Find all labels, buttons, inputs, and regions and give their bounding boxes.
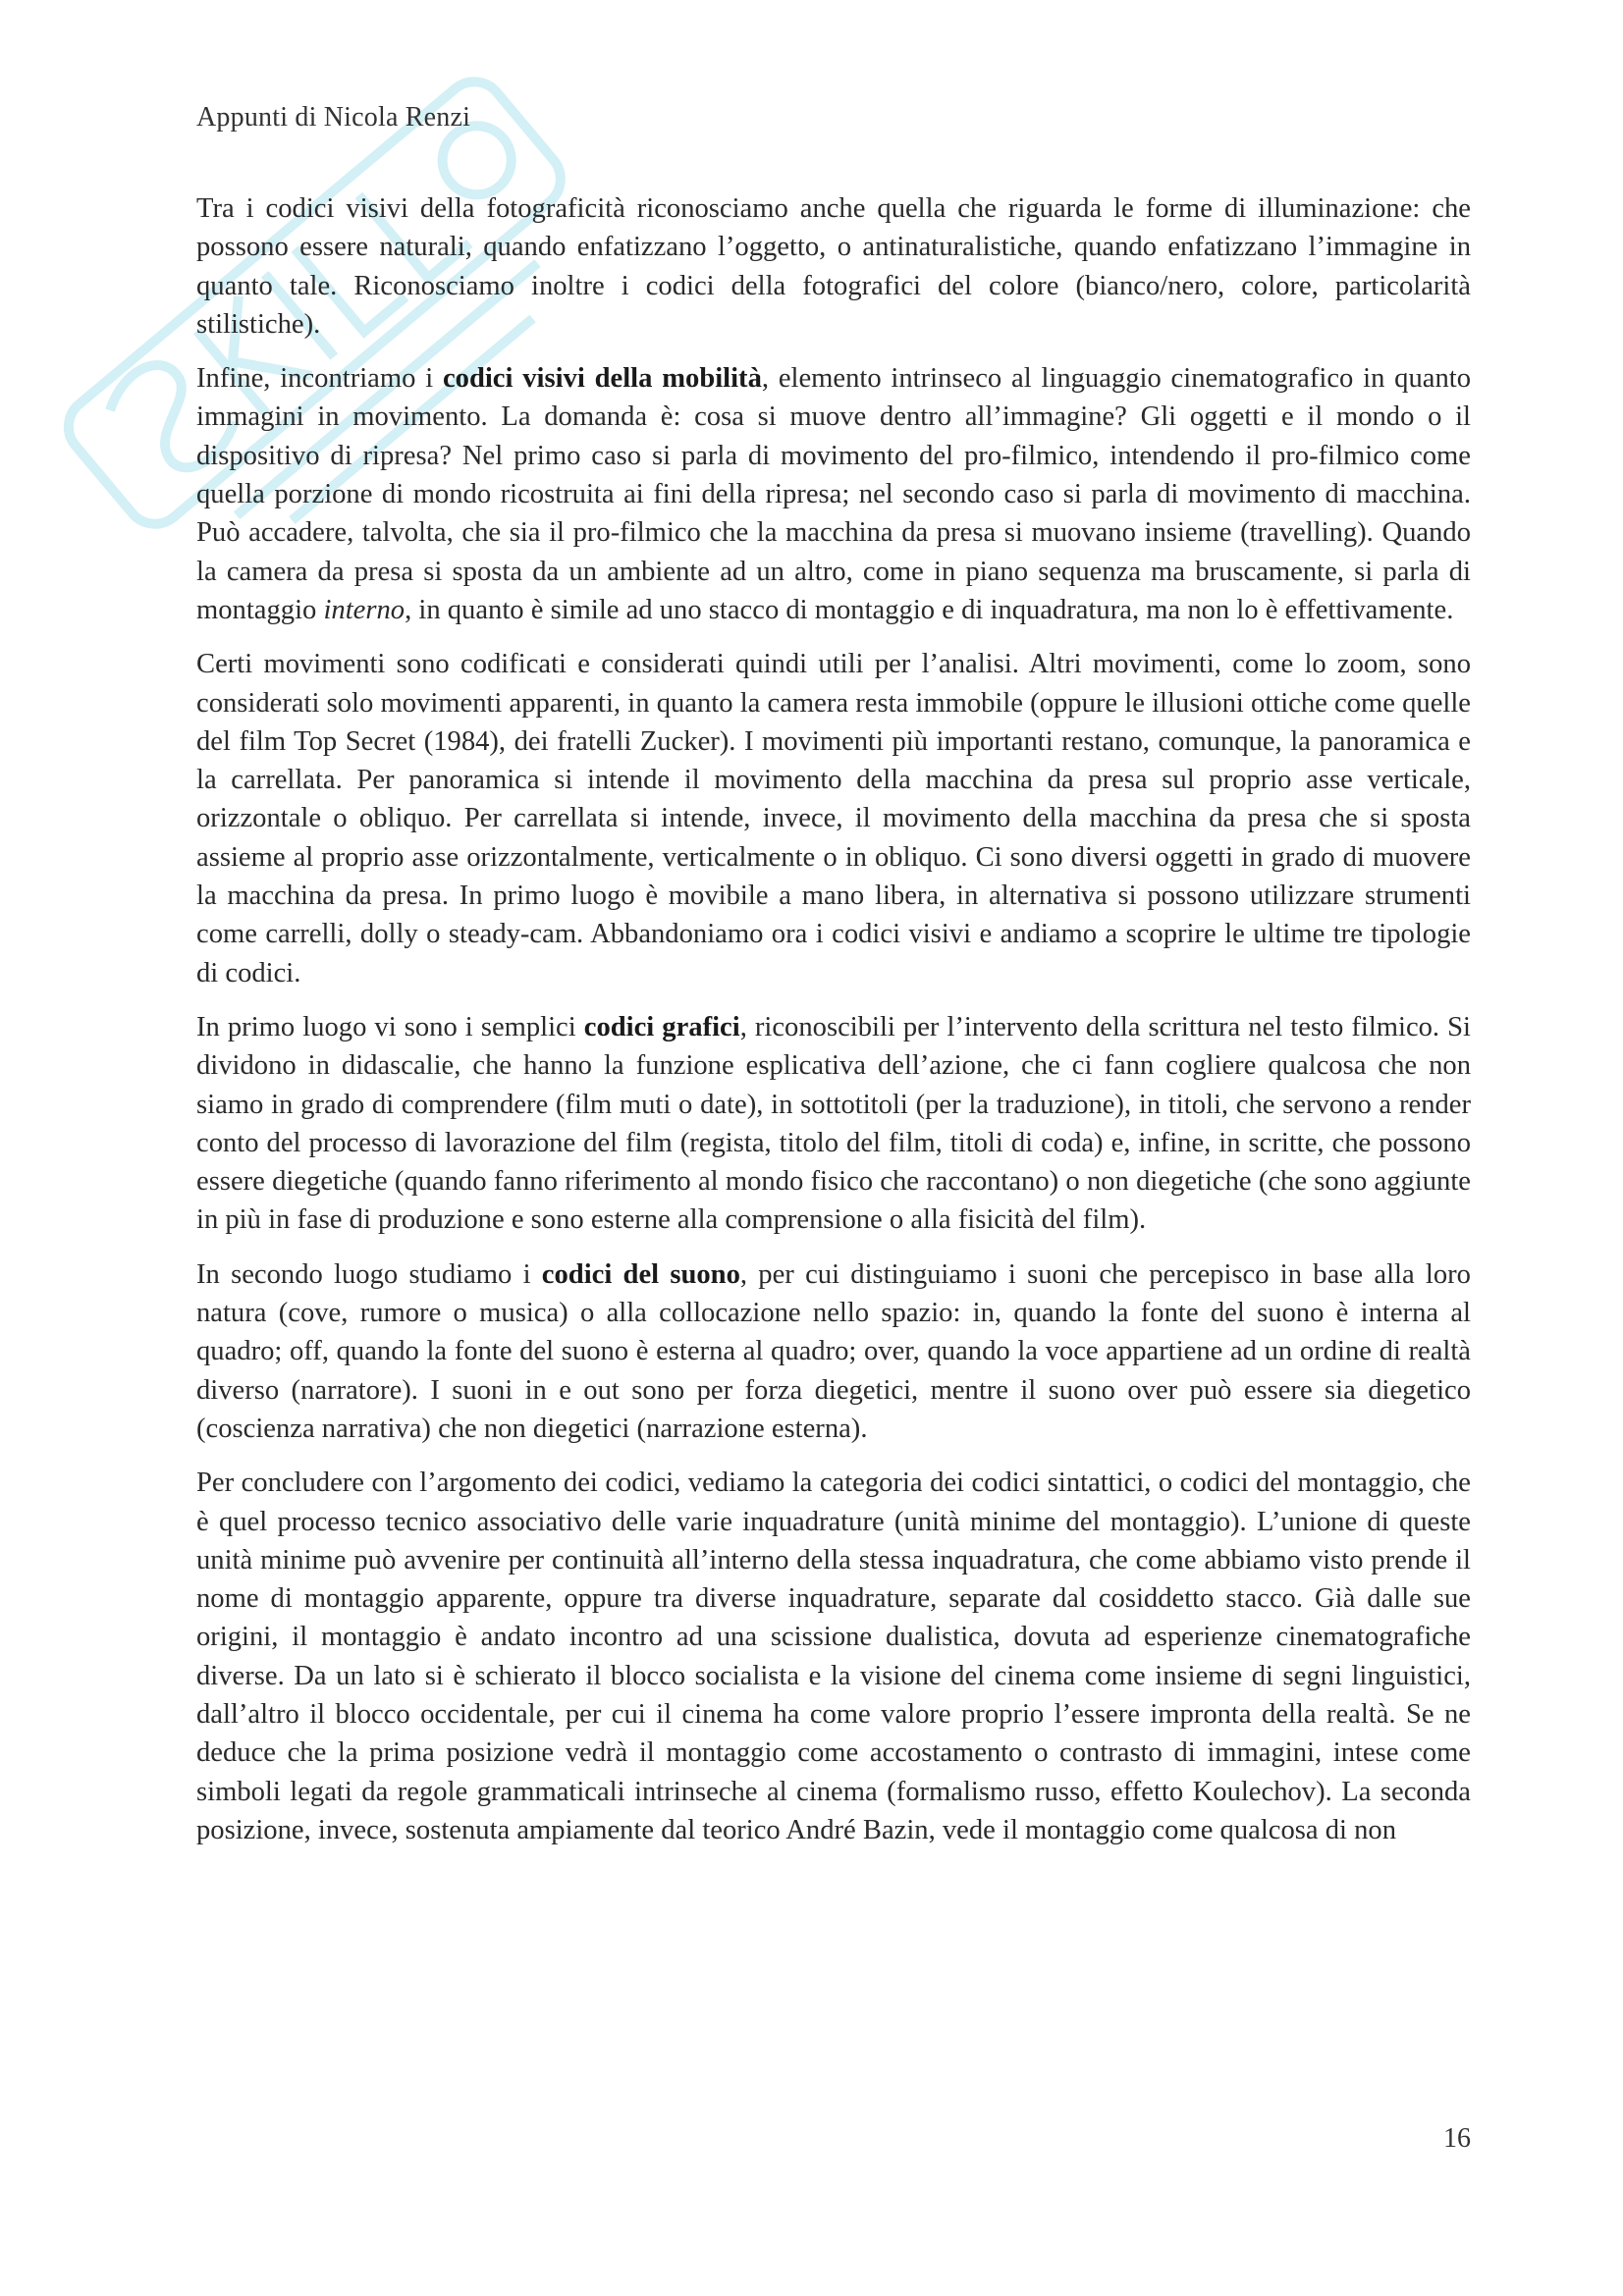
paragraph-text: Tra i codici visivi della fotograficità riconosciamo anche quella che riguarda le forme di illuminazione: che possono essere naturali, quando enfatizzano l’oggetto, o antinaturalistiche, quando enfatizzano l’immagine in quanto tale. Riconosciamo inoltre i codici della fotografici del colore (bianco/nero, colore, particolarità stilistiche). [196,193,1471,340]
bold-term: codici grafici [583,1011,740,1042]
paragraph-movements [196,645,1471,992]
bold-term: codici visivi della mobilità [442,363,762,395]
paragraph-mobility [196,359,1471,629]
page-number: 16 [1443,2123,1471,2154]
bold-term: codici del suono [541,1258,740,1290]
paragraph-text-pre: In primo luogo vi sono i semplici [196,1011,584,1042]
paragraph-text-pre: In secondo luogo studiamo i [196,1258,542,1290]
paragraph-sound-codes [196,1255,1471,1448]
paragraph-text: Certi movimenti sono codificati e considerati quindi utili per l’analisi. Altri movimenti, come lo zoom, sono considerati solo movimenti apparenti, in quanto la camera resta immobile (oppure le illusioni ottiche come quelle del film Top Secret (1984), dei fratelli Zucker). I movimenti più importanti restano, comunque, la panoramica e la carrellata. Per panoramica si intende il movimento della macchina da presa sul proprio asse verticale, orizzontale o obliquo. Per carrellata si intende, invece, il movimento della macchina da presa che si sposta assieme al proprio asse orizzontalmente, verticalmente o in obliquo. Ci sono diversi oggetti in grado di muovere la macchina da presa. In primo luogo è movibile a mano libera, in alternativa si possono utilizzare strumenti come carrelli, dolly o steady-cam. Abbandoniamo ora i codici visivi e andiamo a scoprire le ultime tre tipologie di codici. [196,649,1471,988]
paragraph-graphic-codes [196,1008,1471,1240]
paragraph-text-post: , riconoscibili per l’intervento della scrittura nel testo filmico. Si dividono in didascalie, che hanno la funzione esplicativa dell’azione, che ci fann cogliere qualcosa che non siamo in grado di comprendere (film muti o date), in sottotitoli (per la traduzione), in titoli, che servono a render conto del processo di lavorazione del film (regista, titolo del film, titoli di coda) e, infine, in scritte, che possono essere diegetiche (quando fanno riferimento al mondo fisico che raccontano) o non diegetiche (che sono aggiunte in più in fase di produzione e sono esterne alla comprensione o alla fisicità del film). [196,1011,1471,1236]
paragraph-editing-codes [196,1464,1471,1849]
paragraph-text-post: , per cui distinguiamo i suoni che percepisco in base alla loro natura (cove, rumore o musica) o alla collocazione nello spazio: in, quando la fonte del suono è interna al quadro; off, quando la fonte del suono è esterna al quadro; over, quando la voce appartiene ad un ordine di realtà diverso (narratore). I suoni in e out sono per forza diegetici, mentre il suono over può essere sia diegetico (coscienza narrativa) che non diegetici (narrazione esterna). [196,1258,1471,1444]
paragraph-text-post: , elemento intrinseco al linguaggio cinematografico in quanto immagini in movimento. La domanda è: cosa si muove dentro all’immagine? Gli oggetti e il mondo o il dispositivo di ripresa? Nel primo caso si parla di movimento del pro-filmico, intendendo il pro-filmico come quella porzione di mondo ricostruita ai fini della ripresa; nel secondo caso si parla di movimento di macchina. Può accadere, talvolta, che sia il pro-filmico che la macchina da presa si muovano insieme (travelling). Quando la camera da presa si sposta da un ambiente ad un altro, come in piano sequenza ma bruscamente, si parla di montaggio [196,363,1472,625]
italic-term: interno [323,594,406,625]
paragraph-text: Per concludere con l’argomento dei codici, vediamo la categoria dei codici sintattici, o codici del montaggio, che è quel processo tecnico associativo delle varie inquadrature (unità minime del montaggio). L’unione di queste unità minime può avvenire per continuità all’interno della stessa inquadratura, che come abbiamo visto prende il nome di montaggio apparente, oppure tra diverse inquadrature, separate dal cosiddetto stacco. Già dalle sue origini, il montaggio è andato incontro ad una scissione dualistica, dovuta ad esperienze cinematografiche diverse. Da un lato si è schierato il blocco socialista e la visione del cinema come insieme di segni linguistici, dall’altro il blocco occidentale, per cui il cinema ha come valore proprio l’essere impronta della realtà. Se ne deduce che la prima posizione vedrà il montaggio come accostamento o contrasto di immagini, intese come simboli legati da regole grammaticali intrinseche al cinema (formalismo russo, effetto Koulechov). La seconda posizione, invece, sostenuta ampiamente dal teorico André Bazin, vede il montaggio come qualcosa di non [196,1468,1471,1845]
paragraph-text-pre: Infine, incontriamo i [196,363,443,395]
document-body [196,189,1471,1865]
page-header: Appunti di Nicola Renzi [196,102,471,133]
paragraph-text-post2: , in quanto è simile ad uno stacco di montaggio e di inquadratura, ma non lo è effettivamente. [405,594,1454,625]
paragraph-lighting [196,189,1471,344]
